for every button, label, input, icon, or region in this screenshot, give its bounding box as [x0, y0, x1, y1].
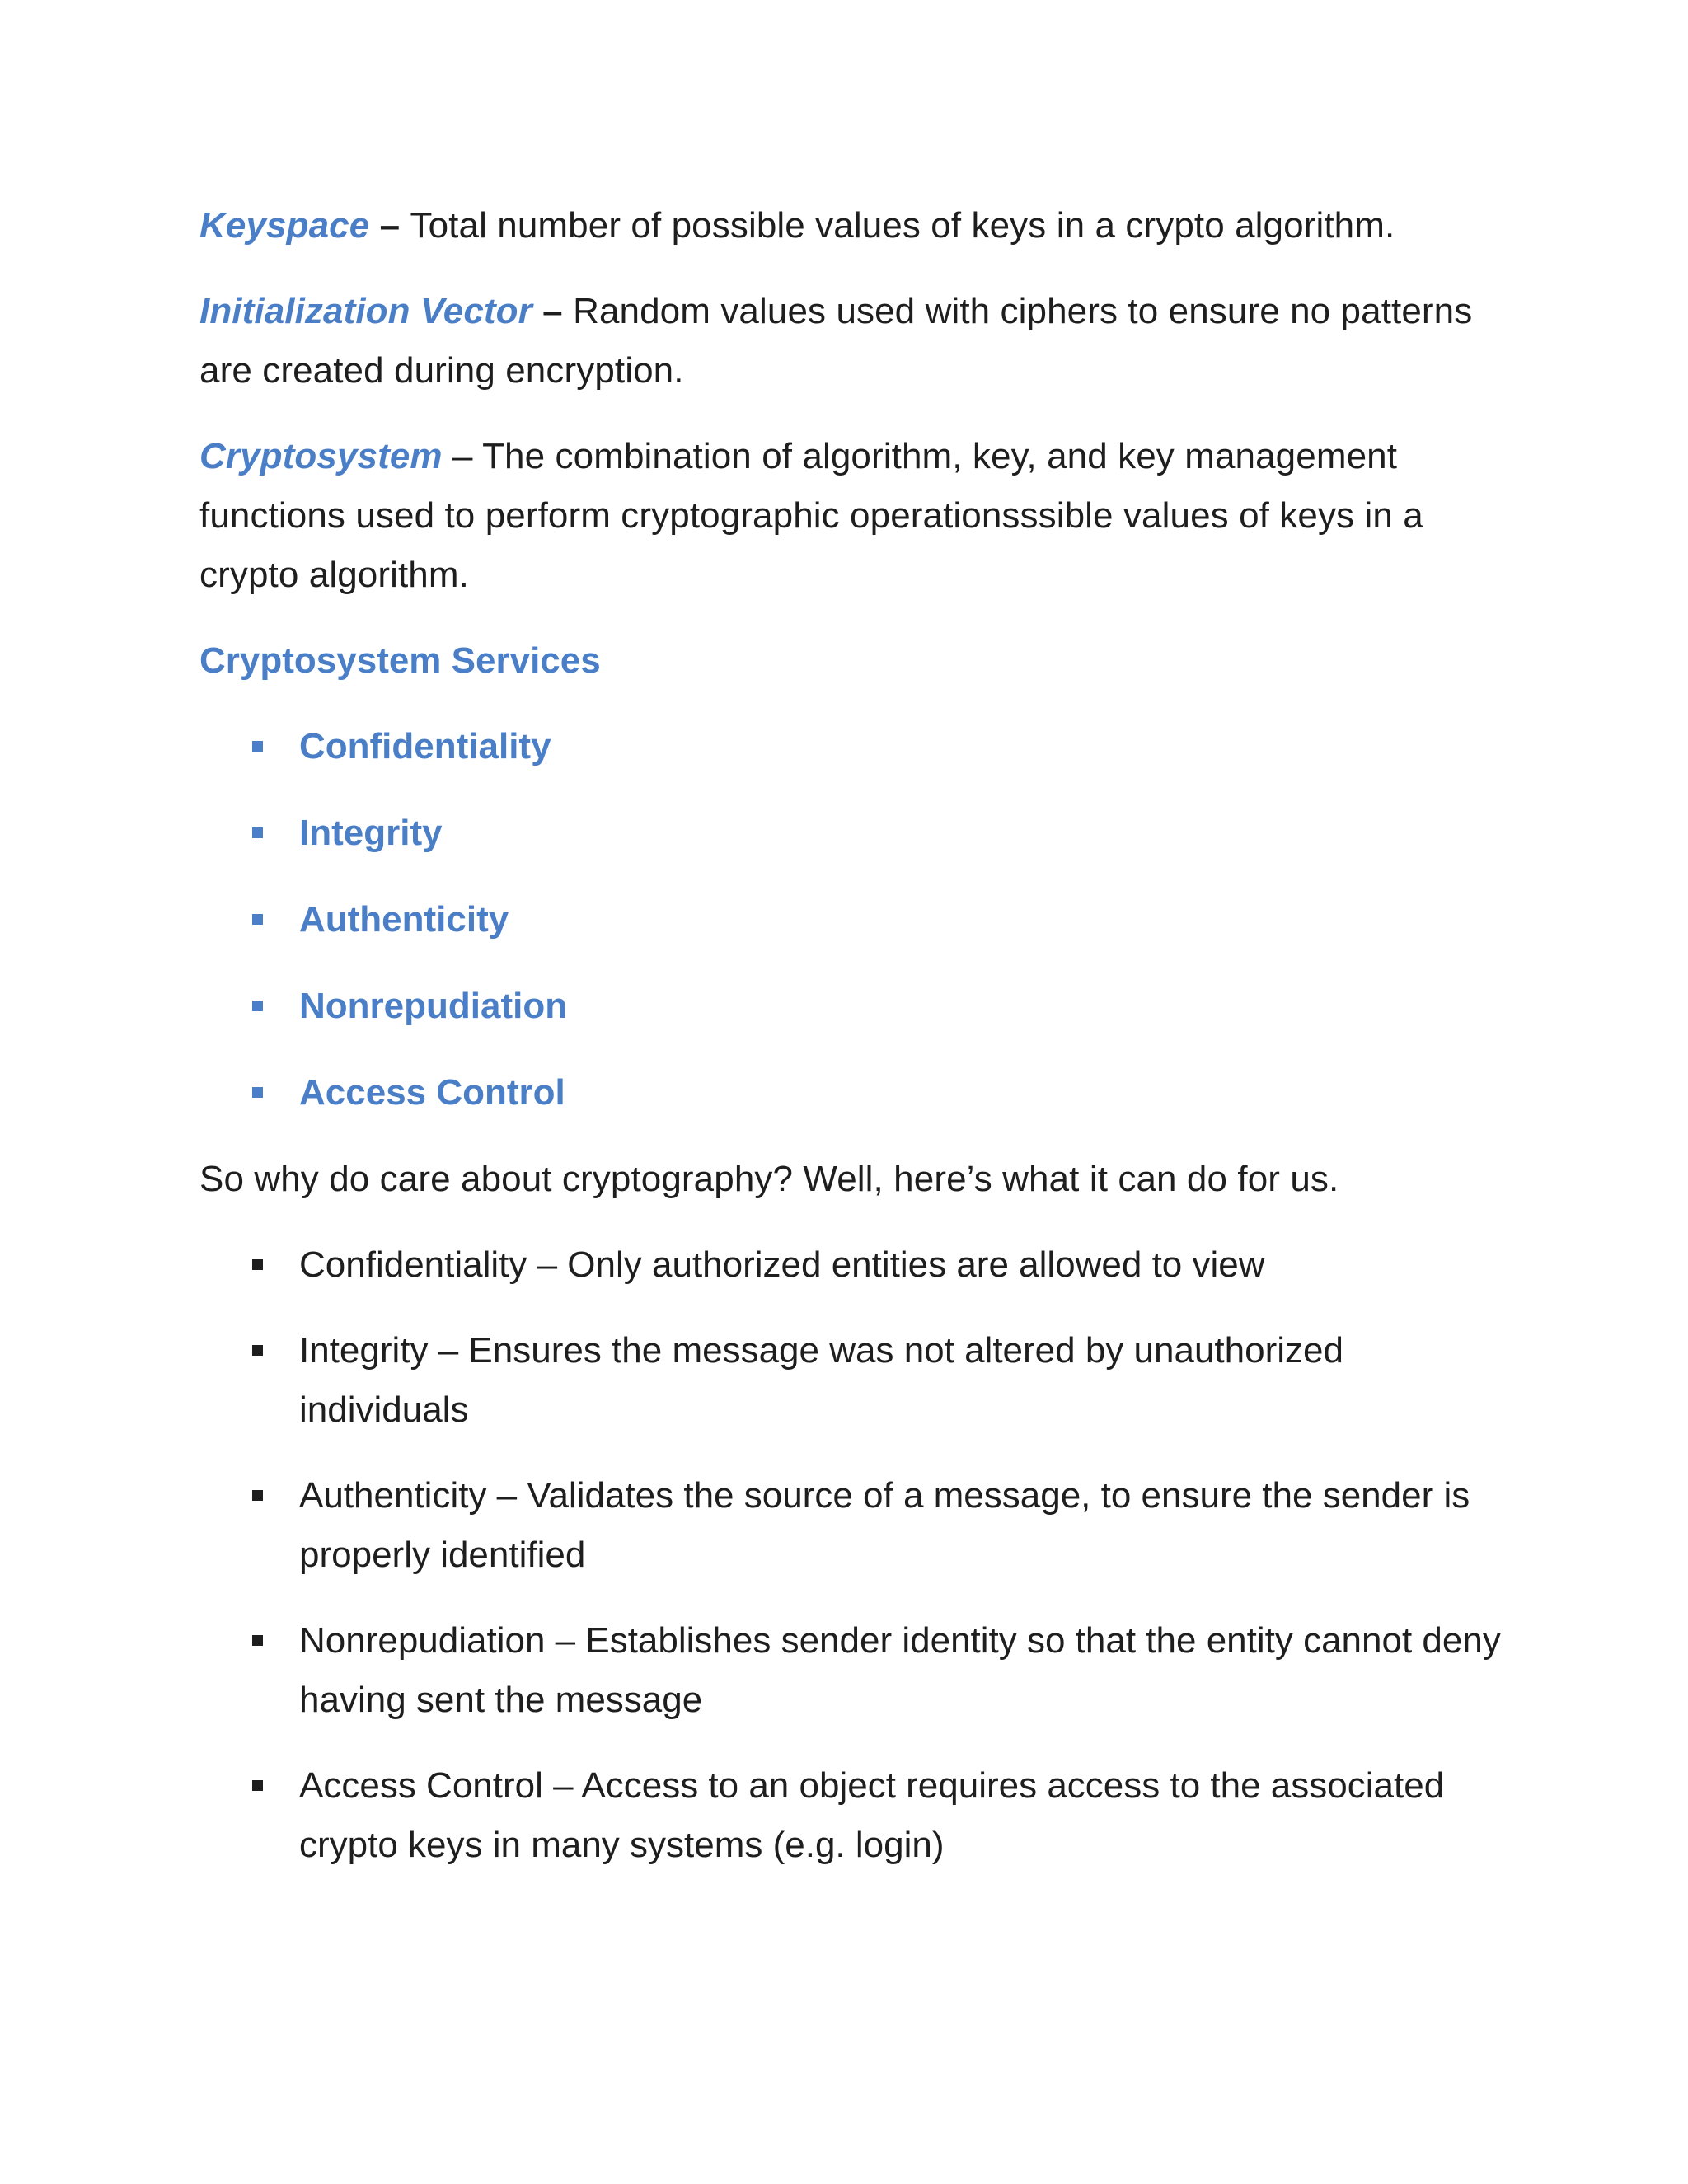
service-label: Access Control	[299, 1072, 565, 1113]
definition-text: Random values used with ciphers to ensure no patterns are created during encryption.	[199, 291, 1473, 391]
square-bullet-icon	[252, 1635, 263, 1646]
definition-separator: –	[532, 291, 574, 331]
document-content	[199, 196, 1502, 1901]
benefit-item-access-control	[199, 1756, 1502, 1875]
definition-text: Total number of possible values of keys in a crypto algorithm.	[410, 205, 1395, 246]
service-item-confidentiality	[199, 717, 1502, 776]
benefit-item-nonrepudiation	[199, 1611, 1502, 1730]
services-list	[199, 717, 1502, 1122]
benefits-list	[199, 1235, 1502, 1875]
service-item-nonrepudiation	[199, 977, 1502, 1036]
square-bullet-icon	[252, 1087, 263, 1098]
service-label: Authenticity	[299, 899, 509, 940]
benefit-item-integrity	[199, 1321, 1502, 1440]
service-label: Integrity	[299, 813, 443, 853]
section-heading-cryptosystem-services: Cryptosystem Services	[199, 640, 601, 681]
service-item-integrity	[199, 804, 1502, 863]
definition-initialization-vector	[199, 282, 1502, 401]
benefit-text: Authenticity – Validates the source of a message, to ensure the sender is properly identified	[299, 1475, 1470, 1575]
square-bullet-icon	[252, 1490, 263, 1501]
benefit-text: Nonrepudiation – Establishes sender identity so that the entity cannot deny having sent the message	[299, 1620, 1501, 1720]
square-bullet-icon	[252, 1001, 263, 1011]
definition-term: Initialization Vector	[199, 291, 532, 331]
square-bullet-icon	[252, 1780, 263, 1791]
square-bullet-icon	[252, 827, 263, 838]
square-bullet-icon	[252, 1345, 263, 1356]
square-bullet-icon	[252, 1259, 263, 1270]
definition-term: Keyspace	[199, 205, 370, 246]
definition-separator: –	[369, 205, 410, 246]
definition-keyspace	[199, 196, 1502, 255]
service-label: Nonrepudiation	[299, 986, 568, 1026]
service-item-access-control	[199, 1063, 1502, 1122]
square-bullet-icon	[252, 914, 263, 925]
definition-cryptosystem	[199, 427, 1502, 605]
benefit-text: Confidentiality – Only authorized entities are allowed to view	[299, 1244, 1265, 1285]
benefit-item-confidentiality	[199, 1235, 1502, 1295]
definition-text: The combination of algorithm, key, and key management functions used to perform cryptographic operationsssible values of keys in a crypto algorithm.	[199, 436, 1423, 595]
definition-term: Cryptosystem	[199, 436, 443, 476]
service-label: Confidentiality	[299, 726, 551, 766]
service-item-authenticity	[199, 890, 1502, 949]
benefit-text: Integrity – Ensures the message was not altered by unauthorized individuals	[299, 1330, 1343, 1430]
definition-separator: –	[442, 436, 483, 476]
square-bullet-icon	[252, 741, 263, 752]
benefit-item-authenticity	[199, 1466, 1502, 1585]
why-intro: So why do care about cryptography? Well, here’s what it can do for us.	[199, 1159, 1339, 1199]
benefit-text: Access Control – Access to an object requires access to the associated crypto keys in many systems (e.g. login)	[299, 1765, 1445, 1865]
